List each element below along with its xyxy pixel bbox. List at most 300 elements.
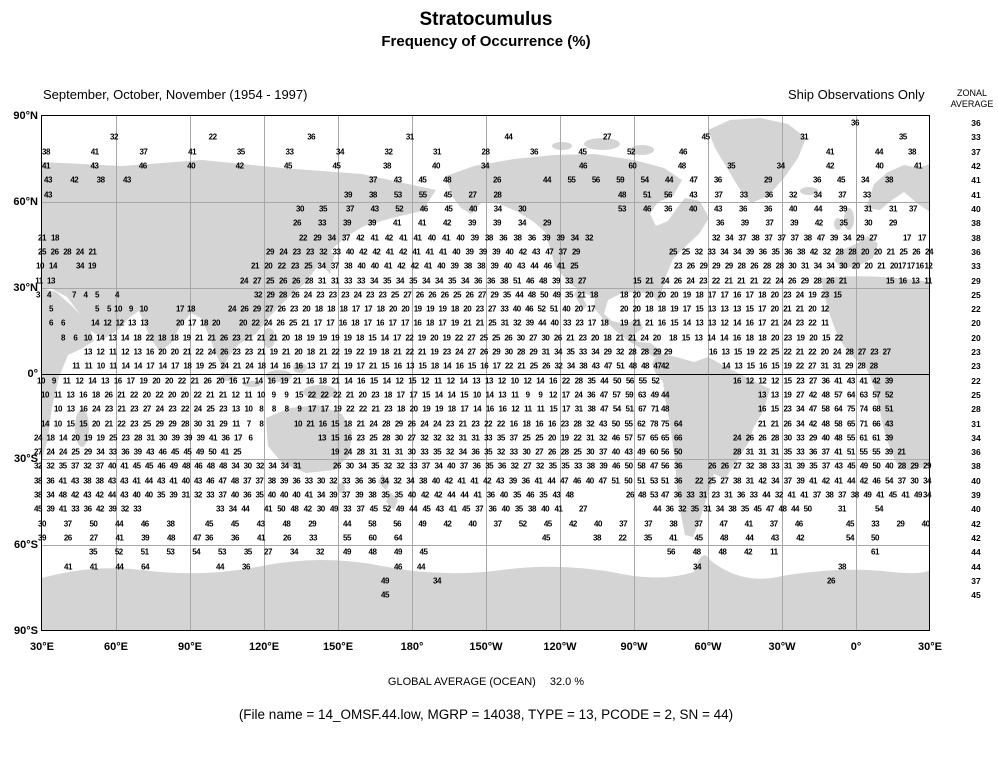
grid-value: 21 <box>117 390 126 400</box>
grid-value: 21 <box>758 419 766 429</box>
grid-value: 12 <box>446 376 455 386</box>
grid-value: 5 <box>107 304 111 314</box>
grid-value: 20 <box>281 333 290 343</box>
grid-value: 47 <box>653 361 662 371</box>
grid-value: 40 <box>432 161 440 171</box>
grid-value: 49 <box>637 447 646 457</box>
grid-value: 26 <box>479 347 488 357</box>
grid-value: 36 <box>474 276 482 285</box>
grid-value: 45 <box>701 132 710 142</box>
grid-value: 10 <box>472 390 481 400</box>
grid-value: 21 <box>356 419 365 429</box>
grid-value: 5 <box>95 304 99 314</box>
grid-value: 66 <box>872 419 881 429</box>
grid-value: 41 <box>554 504 563 514</box>
grid-value: 15 <box>66 419 75 429</box>
grid-value: 56 <box>667 547 675 557</box>
grid-value: 49 <box>394 547 402 557</box>
grid-value: 19 <box>343 347 352 357</box>
grid-value: 15 <box>331 433 339 443</box>
grid-value: 40 <box>562 304 571 314</box>
grid-value: 12 <box>770 376 779 386</box>
grid-value: 38 <box>42 147 50 157</box>
grid-value: 30 <box>193 419 202 429</box>
grid-value: 18 <box>133 333 142 343</box>
grid-value: 27 <box>857 347 866 357</box>
grid-value: 21 <box>256 333 265 343</box>
grid-value: 62 <box>637 419 646 429</box>
grid-value: 20 <box>302 304 311 314</box>
grid-value: 31 <box>394 447 403 457</box>
grid-value: 56 <box>664 190 672 200</box>
grid-value: 46 <box>138 161 147 171</box>
grid-value: 37 <box>139 147 148 157</box>
lat-tick-label: 30°S <box>14 453 38 466</box>
grid-value: 22 <box>758 347 767 357</box>
grid-value: 35 <box>643 533 652 543</box>
grid-value: 23 <box>796 376 805 386</box>
grid-value: 27 <box>579 504 587 514</box>
grid-value: 33 <box>357 276 365 285</box>
grid-value: 33 <box>796 433 805 443</box>
grid-value: 28 <box>305 276 313 285</box>
grid-value: 15 <box>408 376 417 386</box>
grid-value: 43 <box>532 247 540 257</box>
grid-value: 36 <box>813 175 821 185</box>
grid-value: 40 <box>468 519 477 529</box>
grid-value: 37 <box>769 519 778 529</box>
grid-value: 32 <box>329 476 338 486</box>
grid-value: 15 <box>681 333 690 343</box>
grid-value: 42 <box>826 161 834 171</box>
lon-tick-label: 60°E <box>104 641 128 653</box>
grid-value: 48 <box>182 461 190 471</box>
grid-value: 35 <box>839 218 848 228</box>
grid-value: 49 <box>169 461 178 471</box>
grid-value: 24 <box>228 304 236 314</box>
lat-tick-label: 30°N <box>13 281 38 294</box>
grid-value: 34 <box>776 161 785 171</box>
lon-tick-label: 120°E <box>248 641 280 653</box>
grid-value: 39 <box>493 218 501 228</box>
grid-value: 23 <box>316 290 325 300</box>
grid-value: 37 <box>63 519 72 529</box>
grid-value: 13 <box>695 318 704 328</box>
grid-value: 27 <box>720 476 729 486</box>
grid-value: 18 <box>758 333 767 343</box>
grid-value: 20 <box>180 390 189 400</box>
grid-value: 25 <box>390 290 399 300</box>
grid-value: 48 <box>628 361 637 371</box>
grid-value: 19 <box>808 290 817 300</box>
grid-value: 42 <box>808 390 817 400</box>
grid-value: 42 <box>443 218 451 228</box>
grid-value: 42 <box>384 233 393 243</box>
grid-value: 18 <box>294 333 302 343</box>
grid-value: 14 <box>380 333 389 343</box>
grid-value: 41 <box>413 233 422 243</box>
grid-value: 32 <box>445 433 454 443</box>
grid-value: 36 <box>367 476 376 486</box>
grid-value: 16 <box>733 376 741 386</box>
grid-value: 23 <box>168 404 177 414</box>
grid-value: 17 <box>898 261 906 271</box>
grid-value: 32 <box>193 490 202 500</box>
grid-value: 33 <box>420 447 429 457</box>
grid-value: 24 <box>640 333 649 343</box>
grid-value: 35 <box>496 433 505 443</box>
grid-value: 40 <box>885 461 894 471</box>
grid-value: 45 <box>847 461 856 471</box>
grid-value: 27 <box>733 461 742 471</box>
grid-value: 32 <box>34 461 42 471</box>
grid-value: 26 <box>293 218 301 228</box>
grid-value: 31 <box>146 433 155 443</box>
grid-value: 34 <box>566 361 575 371</box>
grid-value: 39 <box>329 490 338 500</box>
grid-value: 27 <box>407 433 416 443</box>
grid-value: 37 <box>346 204 354 214</box>
grid-value: 40 <box>431 476 440 486</box>
zonal-average-value: 38 <box>971 218 981 229</box>
lon-tick-label: 180° <box>400 641 424 653</box>
grid-value: 18 <box>306 347 315 357</box>
grid-value: 34 <box>796 404 805 414</box>
grid-value: 40 <box>541 504 550 514</box>
grid-value: 29 <box>219 419 228 429</box>
grid-value: 37 <box>218 490 227 500</box>
grid-value: 43 <box>120 490 129 500</box>
grid-value: 26 <box>912 247 921 257</box>
lat-tick-label: 90°N <box>13 110 38 122</box>
grid-value: 15 <box>381 361 390 371</box>
grid-value: 23 <box>244 347 253 357</box>
grid-value: 38 <box>733 476 741 486</box>
grid-value: 24 <box>193 404 202 414</box>
grid-value: 19 <box>450 318 459 328</box>
grid-value: 38 <box>579 361 588 371</box>
grid-value: 18 <box>183 361 192 371</box>
grid-value: 35 <box>243 547 252 557</box>
zonal-average-value: 23 <box>971 347 981 358</box>
grid-value: 33 <box>707 247 716 257</box>
grid-value: 48 <box>834 433 843 443</box>
grid-value: 47 <box>808 404 817 414</box>
grid-value: 43 <box>44 175 52 185</box>
grid-value: 28 <box>382 419 390 429</box>
lon-tick-label: 30°E <box>918 641 942 653</box>
grid-value: 44 <box>460 490 469 500</box>
grid-value: 30 <box>864 218 873 228</box>
grid-value: 18 <box>46 433 55 443</box>
grid-value: 19 <box>280 376 289 386</box>
grid-value: 23 <box>232 333 241 343</box>
grid-value: 14 <box>722 361 730 371</box>
grid-value: 18 <box>355 333 364 343</box>
grid-value: 34 <box>46 490 55 500</box>
grid-value: 12 <box>96 347 105 357</box>
grid-value: 42 <box>809 247 818 257</box>
grid-value: 39 <box>542 233 551 243</box>
zonal-average-value: 41 <box>971 175 981 186</box>
grid-value: 19 <box>430 347 439 357</box>
grid-value: 35 <box>383 276 391 285</box>
grid-value: 26 <box>277 304 286 314</box>
grid-value: 40 <box>292 490 301 500</box>
grid-value: 34 <box>693 562 701 572</box>
grid-value: 13 <box>66 390 75 400</box>
grid-value: 13 <box>707 318 716 328</box>
grid-value: 43 <box>624 447 633 457</box>
grid-value: 36 <box>488 504 497 514</box>
grid-value: 42 <box>744 547 753 557</box>
grid-value: 10 <box>244 404 253 414</box>
grid-value: 39 <box>478 247 487 257</box>
grid-value: 23 <box>795 318 804 328</box>
grid-value: 17 <box>409 390 418 400</box>
grid-value: 18 <box>376 304 385 314</box>
grid-value: 40 <box>499 490 508 500</box>
global-average-label: GLOBAL AVERAGE (OCEAN) <box>387 676 536 688</box>
grid-value: 31 <box>745 447 754 457</box>
grid-value: 41 <box>90 147 99 157</box>
grid-value: 21 <box>206 390 215 400</box>
grid-value: 42 <box>758 476 767 486</box>
grid-value: 21 <box>770 419 779 429</box>
grid-value: 17 <box>313 318 322 328</box>
grid-value: 13 <box>84 347 92 357</box>
zonal-average-value: 40 <box>971 475 981 486</box>
grid-value: 48 <box>677 161 686 171</box>
grid-value: 24 <box>686 276 695 285</box>
grid-value: 48 <box>565 490 574 500</box>
grid-value: 52 <box>518 519 527 529</box>
grid-value: 19 <box>195 361 204 371</box>
grid-value: 49 <box>330 504 338 514</box>
grid-value: 27 <box>796 390 805 400</box>
grid-value: 38 <box>500 276 508 285</box>
grid-value: 30 <box>783 433 792 443</box>
grid-value: 45 <box>369 504 378 514</box>
grid-value: 12 <box>75 376 84 386</box>
grid-value: 19 <box>442 333 451 343</box>
grid-value: 34 <box>327 233 336 243</box>
grid-value: 35 <box>409 276 417 285</box>
grid-value: 19 <box>670 304 679 314</box>
grid-value: 26 <box>673 276 682 285</box>
grid-value: 20 <box>873 247 882 257</box>
grid-value: 17 <box>460 404 469 414</box>
grid-value: 13 <box>307 361 315 371</box>
grid-value: 20 <box>170 347 179 357</box>
grid-value: 46 <box>643 204 651 214</box>
grid-value: 14 <box>91 318 99 328</box>
grid-value: 29 <box>252 304 261 314</box>
grid-value: 58 <box>637 461 646 471</box>
grid-value: 44 <box>600 376 609 386</box>
grid-value: 41 <box>473 490 482 500</box>
grid-value: 37 <box>909 204 917 214</box>
grid-value: 36 <box>716 218 724 228</box>
grid-value: 42 <box>568 519 577 529</box>
grid-value: 21 <box>232 361 241 371</box>
grid-value: 34 <box>861 175 869 185</box>
grid-value: 36 <box>764 204 772 214</box>
grid-value: 26 <box>686 261 695 271</box>
grid-value: 35 <box>587 376 596 386</box>
grid-value: 48 <box>641 361 649 371</box>
grid-value: 63 <box>859 390 868 400</box>
grid-value: 29 <box>266 247 274 257</box>
grid-value: 20 <box>770 304 779 314</box>
grid-value: 50 <box>208 447 217 457</box>
grid-value: 9 <box>297 404 302 414</box>
grid-value: 17 <box>241 376 250 386</box>
grid-value: 21 <box>371 404 380 414</box>
grid-value: 36 <box>499 233 508 243</box>
grid-value: 50 <box>624 461 633 471</box>
grid-value: 11 <box>232 419 240 429</box>
grid-value: 14 <box>443 361 452 371</box>
grid-value: 33 <box>739 190 748 200</box>
grid-value: 26 <box>440 290 449 300</box>
grid-value: 29 <box>266 290 275 300</box>
grid-value: 33 <box>133 504 142 514</box>
grid-value: 35 <box>514 504 523 514</box>
grid-value: 16 <box>549 376 557 386</box>
grid-value: 14 <box>459 376 468 386</box>
grid-value: 34 <box>406 476 415 486</box>
grid-value: 46 <box>872 476 881 486</box>
grid-value: 26 <box>553 333 562 343</box>
grid-value: 17 <box>492 361 501 371</box>
grid-value: 37 <box>341 233 350 243</box>
grid-value: 53 <box>166 547 175 557</box>
grid-value: 38 <box>803 233 812 243</box>
grid-value: 13 <box>406 361 414 371</box>
grid-value: 36 <box>674 476 682 486</box>
grid-value: 37 <box>790 233 799 243</box>
grid-value: 34 <box>843 233 851 243</box>
grid-value: 33 <box>484 433 493 443</box>
grid-value: 24 <box>46 447 55 457</box>
grid-value: 23 <box>130 404 139 414</box>
grid-value: 10 <box>37 376 45 386</box>
grid-value: 40 <box>144 490 153 500</box>
grid-value: 40 <box>821 433 830 443</box>
grid-value: 56 <box>661 461 669 471</box>
grid-value: 28 <box>813 276 822 285</box>
grid-value: 31 <box>800 132 809 142</box>
grid-value: 16 <box>413 318 422 328</box>
grid-value: 47 <box>661 490 669 500</box>
grid-value: 21 <box>645 318 654 328</box>
grid-value: 35 <box>809 461 818 471</box>
grid-value: 45 <box>183 447 192 457</box>
grid-value: 78 <box>650 419 658 429</box>
grid-value: 18 <box>343 419 352 429</box>
grid-value: 48 <box>821 390 830 400</box>
grid-value: 39 <box>280 476 288 486</box>
grid-value: 31 <box>458 433 467 443</box>
grid-value: 14 <box>121 361 130 371</box>
grid-value: 31 <box>586 433 595 443</box>
grid-value: 45 <box>418 175 427 185</box>
grid-value: 22 <box>762 276 771 285</box>
grid-value: 15 <box>79 419 88 429</box>
zonal-average-value: 41 <box>971 189 981 200</box>
grid-value: 19 <box>682 290 691 300</box>
grid-value: 33 <box>344 276 352 285</box>
grid-value: 33 <box>409 461 418 471</box>
grid-value: 29 <box>699 261 708 271</box>
grid-value: 38 <box>528 504 536 514</box>
grid-value: 20 <box>652 333 661 343</box>
grid-value: 38 <box>586 461 595 471</box>
grid-value: 15 <box>822 333 830 343</box>
grid-value: 29 <box>492 347 501 357</box>
grid-value: 32 <box>535 461 544 471</box>
grid-value: 17 <box>587 304 595 314</box>
grid-value: 34 <box>570 233 579 243</box>
zonal-average-value: 31 <box>971 418 981 429</box>
grid-value: 20 <box>358 390 367 400</box>
grid-value: 18 <box>187 304 195 314</box>
grid-value: 37 <box>459 461 468 471</box>
grid-value: 15 <box>633 276 641 285</box>
grid-value: 32 <box>254 290 262 300</box>
grid-value: 21 <box>218 390 227 400</box>
grid-value: 48 <box>58 490 67 500</box>
grid-value: 17 <box>396 390 405 400</box>
grid-value: 37 <box>644 519 653 529</box>
lat-tick-label: 0° <box>27 367 38 380</box>
grid-value: 41 <box>385 247 394 257</box>
grid-value: 25 <box>573 447 582 457</box>
grid-value: 16 <box>305 376 314 386</box>
grid-value: 31 <box>770 447 779 457</box>
grid-value: 20 <box>294 347 303 357</box>
grid-value: 20 <box>401 304 410 314</box>
grid-value: 32 <box>433 433 442 443</box>
grid-value: 38 <box>166 519 175 529</box>
grid-value: 25 <box>522 433 531 443</box>
grid-value: 21 <box>269 333 278 343</box>
grid-value: 43 <box>552 490 561 500</box>
grid-value: 39 <box>171 433 180 443</box>
grid-value: 41 <box>425 247 434 257</box>
grid-value: 20 <box>864 261 873 271</box>
grid-value: 13 <box>318 433 326 443</box>
grid-value: 19 <box>796 333 805 343</box>
grid-value: 40 <box>456 233 465 243</box>
grid-value: 16 <box>657 318 666 328</box>
grid-value: 39 <box>839 204 847 214</box>
grid-value: 35 <box>255 490 264 500</box>
grid-value: 23 <box>783 290 792 300</box>
grid-value: 40 <box>345 247 354 257</box>
grid-value: 28 <box>775 261 784 271</box>
grid-value: 18 <box>589 290 598 300</box>
grid-value: 20 <box>670 290 679 300</box>
grid-value: 43 <box>83 490 92 500</box>
grid-value: 23 <box>578 333 587 343</box>
grid-value: 64 <box>141 562 150 572</box>
season-label: September, October, November (1954 - 1997) <box>43 87 308 102</box>
grid-value: 16 <box>294 361 303 371</box>
grid-value: 16 <box>79 390 88 400</box>
grid-value: 23 <box>674 261 682 271</box>
